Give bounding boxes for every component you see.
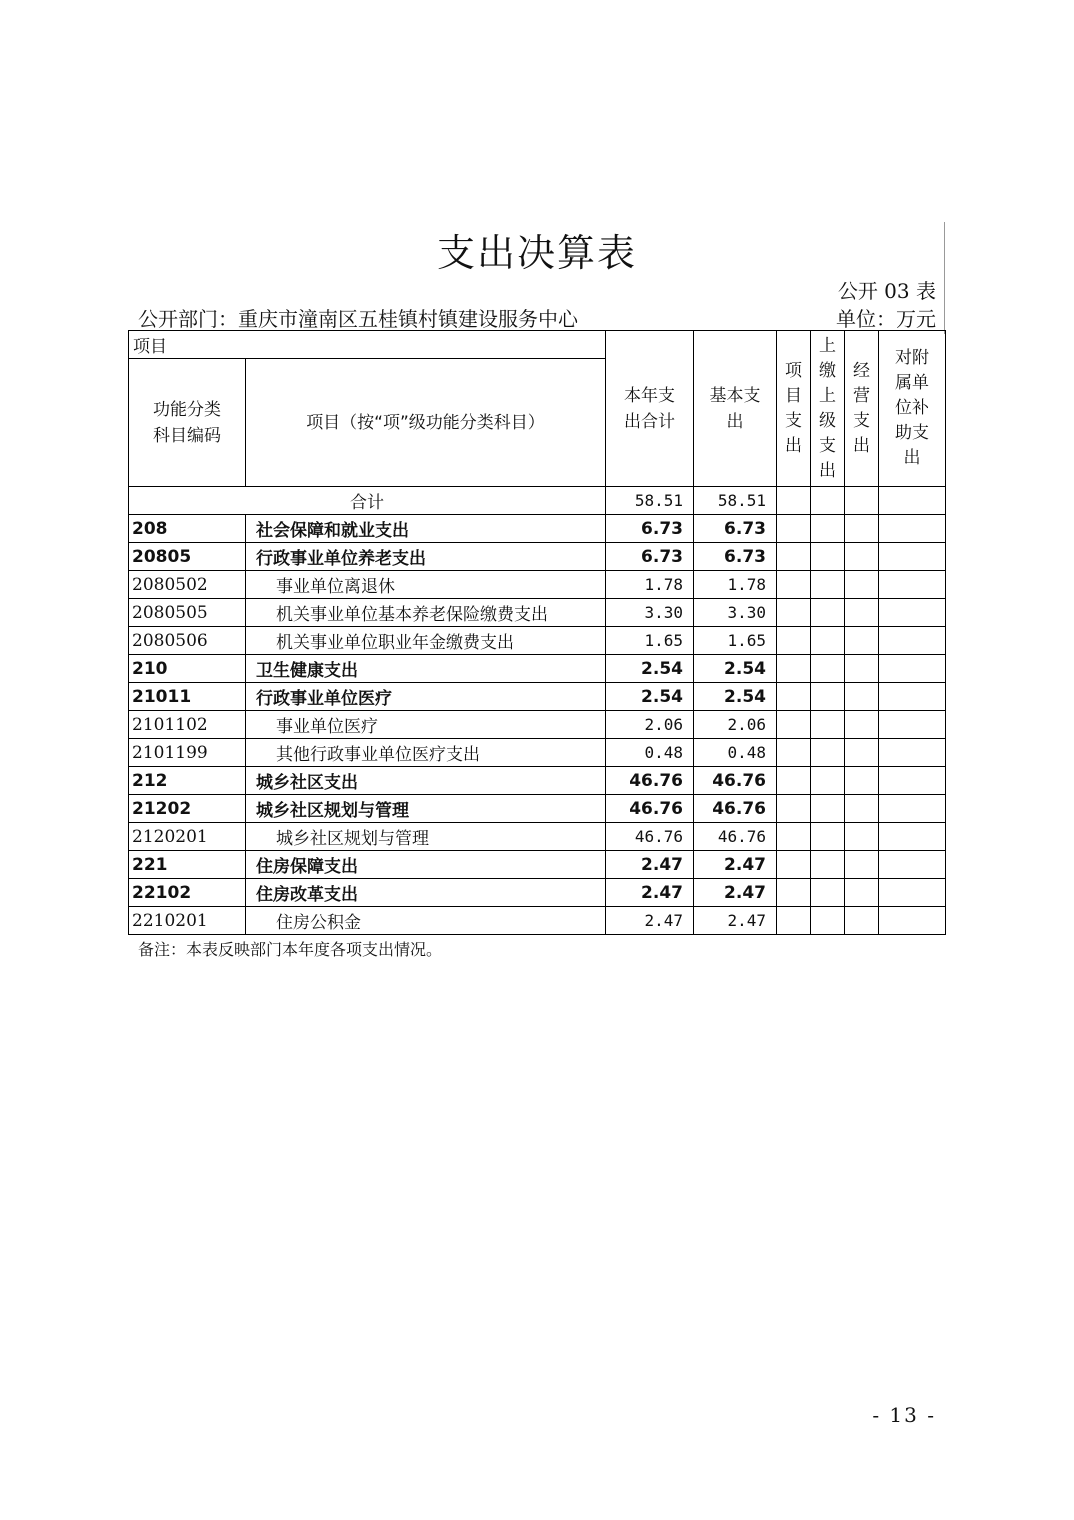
table-row xyxy=(129,683,946,711)
table-row xyxy=(129,571,946,599)
row-total: 2.54 xyxy=(606,655,694,683)
row-code: 208 xyxy=(129,515,246,543)
empty-cell xyxy=(845,767,879,795)
row-name: 行政事业单位养老支出 xyxy=(246,543,606,571)
table-row xyxy=(129,711,946,739)
row-code: 2101199 xyxy=(129,739,246,767)
row-code: 2080505 xyxy=(129,599,246,627)
empty-cell xyxy=(777,879,811,907)
empty-cell xyxy=(879,879,946,907)
row-code: 21202 xyxy=(129,795,246,823)
row-name: 住房公积金 xyxy=(246,907,606,935)
empty-cell xyxy=(777,739,811,767)
table-row xyxy=(129,851,946,879)
table-row xyxy=(129,823,946,851)
empty-cell xyxy=(811,823,845,851)
row-code: 2210201 xyxy=(129,907,246,935)
row-name: 事业单位离退休 xyxy=(246,571,606,599)
empty-cell xyxy=(811,767,845,795)
empty-cell xyxy=(845,851,879,879)
row-code: 2080502 xyxy=(129,571,246,599)
row-code: 22102 xyxy=(129,879,246,907)
row-total: 6.73 xyxy=(606,543,694,571)
table-row xyxy=(129,879,946,907)
empty-cell xyxy=(811,655,845,683)
row-total: 46.76 xyxy=(606,823,694,851)
empty-cell xyxy=(777,795,811,823)
row-name: 社会保障和就业支出 xyxy=(246,515,606,543)
table-row xyxy=(129,795,946,823)
header-upper-payment-text: 上缴上级支出 xyxy=(819,335,836,481)
department-label: 公开部门：重庆市潼南区五桂镇村镇建设服务中心 xyxy=(138,307,578,331)
empty-cell xyxy=(879,515,946,543)
empty-cell xyxy=(777,767,811,795)
header-basic xyxy=(694,331,777,487)
empty-cell xyxy=(879,823,946,851)
empty-cell xyxy=(879,543,946,571)
row-total: 2.47 xyxy=(606,879,694,907)
empty-cell xyxy=(777,487,811,515)
empty-cell xyxy=(879,627,946,655)
empty-cell xyxy=(811,571,845,599)
empty-cell xyxy=(879,571,946,599)
empty-cell xyxy=(879,683,946,711)
empty-cell xyxy=(777,907,811,935)
row-name: 行政事业单位医疗 xyxy=(246,683,606,711)
empty-cell xyxy=(879,711,946,739)
row-total: 3.30 xyxy=(606,599,694,627)
empty-cell xyxy=(811,599,845,627)
empty-cell xyxy=(845,655,879,683)
empty-cell xyxy=(879,851,946,879)
row-name: 城乡社区规划与管理 xyxy=(246,795,606,823)
row-basic: 46.76 xyxy=(694,767,777,795)
row-basic: 2.06 xyxy=(694,711,777,739)
footnote: 备注：本表反映部门本年度各项支出情况。 xyxy=(138,940,443,959)
row-name: 住房保障支出 xyxy=(246,851,606,879)
table-row xyxy=(129,655,946,683)
row-basic: 1.78 xyxy=(694,571,777,599)
empty-cell xyxy=(879,599,946,627)
empty-cell xyxy=(845,627,879,655)
page-number: - 13 - xyxy=(872,1403,936,1427)
empty-cell xyxy=(845,823,879,851)
total-label: 合计 xyxy=(129,487,606,515)
row-name: 卫生健康支出 xyxy=(246,655,606,683)
row-basic: 46.76 xyxy=(694,795,777,823)
row-total: 0.48 xyxy=(606,739,694,767)
row-total: 1.78 xyxy=(606,571,694,599)
empty-cell xyxy=(845,487,879,515)
empty-cell xyxy=(879,655,946,683)
empty-cell xyxy=(879,767,946,795)
empty-cell xyxy=(845,879,879,907)
empty-cell xyxy=(811,879,845,907)
row-code: 2101102 xyxy=(129,711,246,739)
row-code: 210 xyxy=(129,655,246,683)
empty-cell xyxy=(845,907,879,935)
empty-cell xyxy=(777,711,811,739)
empty-cell xyxy=(811,627,845,655)
table-row xyxy=(129,543,946,571)
header-project-expense xyxy=(777,331,811,487)
header-business-text: 经营支出 xyxy=(853,360,870,456)
header-business xyxy=(845,331,879,487)
row-name: 机关事业单位职业年金缴费支出 xyxy=(246,627,606,655)
empty-cell xyxy=(777,515,811,543)
header-project: 项目 xyxy=(129,331,606,359)
empty-cell xyxy=(845,739,879,767)
unit-label: 单位：万元 xyxy=(836,307,936,331)
header-code xyxy=(129,359,246,487)
row-name: 机关事业单位基本养老保险缴费支出 xyxy=(246,599,606,627)
form-number: 公开 03 表 xyxy=(837,279,936,303)
row-basic: 2.54 xyxy=(694,683,777,711)
empty-cell xyxy=(811,543,845,571)
empty-cell xyxy=(845,515,879,543)
row-basic: 2.47 xyxy=(694,851,777,879)
row-code: 21011 xyxy=(129,683,246,711)
empty-cell xyxy=(845,543,879,571)
row-name: 事业单位医疗 xyxy=(246,711,606,739)
header-total xyxy=(606,331,694,487)
empty-cell xyxy=(777,655,811,683)
header-item: 项目（按“项”级功能分类科目） xyxy=(246,359,606,487)
row-total: 6.73 xyxy=(606,515,694,543)
row-basic: 2.54 xyxy=(694,655,777,683)
expenditure-table xyxy=(128,330,946,935)
empty-cell xyxy=(811,739,845,767)
empty-cell xyxy=(811,487,845,515)
empty-cell xyxy=(777,571,811,599)
empty-cell xyxy=(845,711,879,739)
empty-cell xyxy=(777,599,811,627)
row-code: 2080506 xyxy=(129,627,246,655)
row-code: 20805 xyxy=(129,543,246,571)
page-title: 支出决算表 xyxy=(436,231,637,275)
total-basic: 58.51 xyxy=(694,487,777,515)
empty-cell xyxy=(845,683,879,711)
header-upper-payment xyxy=(811,331,845,487)
row-total: 2.47 xyxy=(606,907,694,935)
empty-cell xyxy=(777,627,811,655)
row-basic: 1.65 xyxy=(694,627,777,655)
row-name: 城乡社区支出 xyxy=(246,767,606,795)
row-basic: 3.30 xyxy=(694,599,777,627)
empty-cell xyxy=(811,515,845,543)
header-subsidy-text: 对附属单位补助支出 xyxy=(895,348,929,468)
header-row-1 xyxy=(129,331,946,359)
row-basic: 0.48 xyxy=(694,739,777,767)
header-subsidy xyxy=(879,331,946,487)
empty-cell xyxy=(811,795,845,823)
row-name: 城乡社区规划与管理 xyxy=(246,823,606,851)
empty-cell xyxy=(879,795,946,823)
empty-cell xyxy=(845,599,879,627)
empty-cell xyxy=(811,907,845,935)
total-row xyxy=(129,487,946,515)
row-basic: 46.76 xyxy=(694,823,777,851)
empty-cell xyxy=(777,543,811,571)
row-basic: 6.73 xyxy=(694,543,777,571)
empty-cell xyxy=(777,823,811,851)
row-name: 住房改革支出 xyxy=(246,879,606,907)
row-total: 2.54 xyxy=(606,683,694,711)
table-row xyxy=(129,599,946,627)
header-code-text: 功能分类科目编码 xyxy=(153,399,221,446)
total-amount: 58.51 xyxy=(606,487,694,515)
row-basic: 2.47 xyxy=(694,879,777,907)
table-row xyxy=(129,627,946,655)
row-total: 2.47 xyxy=(606,851,694,879)
empty-cell xyxy=(811,851,845,879)
header-basic-text: 基本支出 xyxy=(709,385,761,432)
empty-cell xyxy=(845,571,879,599)
empty-cell xyxy=(811,683,845,711)
empty-cell xyxy=(879,487,946,515)
empty-cell xyxy=(879,907,946,935)
header-project-expense-text: 项目支出 xyxy=(785,360,802,456)
row-name: 其他行政事业单位医疗支出 xyxy=(246,739,606,767)
table-row xyxy=(129,739,946,767)
table-row xyxy=(129,515,946,543)
empty-cell xyxy=(777,683,811,711)
row-total: 46.76 xyxy=(606,767,694,795)
row-basic: 6.73 xyxy=(694,515,777,543)
table-row xyxy=(129,767,946,795)
empty-cell xyxy=(811,711,845,739)
row-code: 221 xyxy=(129,851,246,879)
header-total-text: 本年支出合计 xyxy=(624,385,675,432)
empty-cell xyxy=(879,739,946,767)
row-total: 2.06 xyxy=(606,711,694,739)
empty-cell xyxy=(777,851,811,879)
row-total: 1.65 xyxy=(606,627,694,655)
empty-cell xyxy=(845,795,879,823)
table-row xyxy=(129,907,946,935)
row-basic: 2.47 xyxy=(694,907,777,935)
row-code: 2120201 xyxy=(129,823,246,851)
row-code: 212 xyxy=(129,767,246,795)
row-total: 46.76 xyxy=(606,795,694,823)
